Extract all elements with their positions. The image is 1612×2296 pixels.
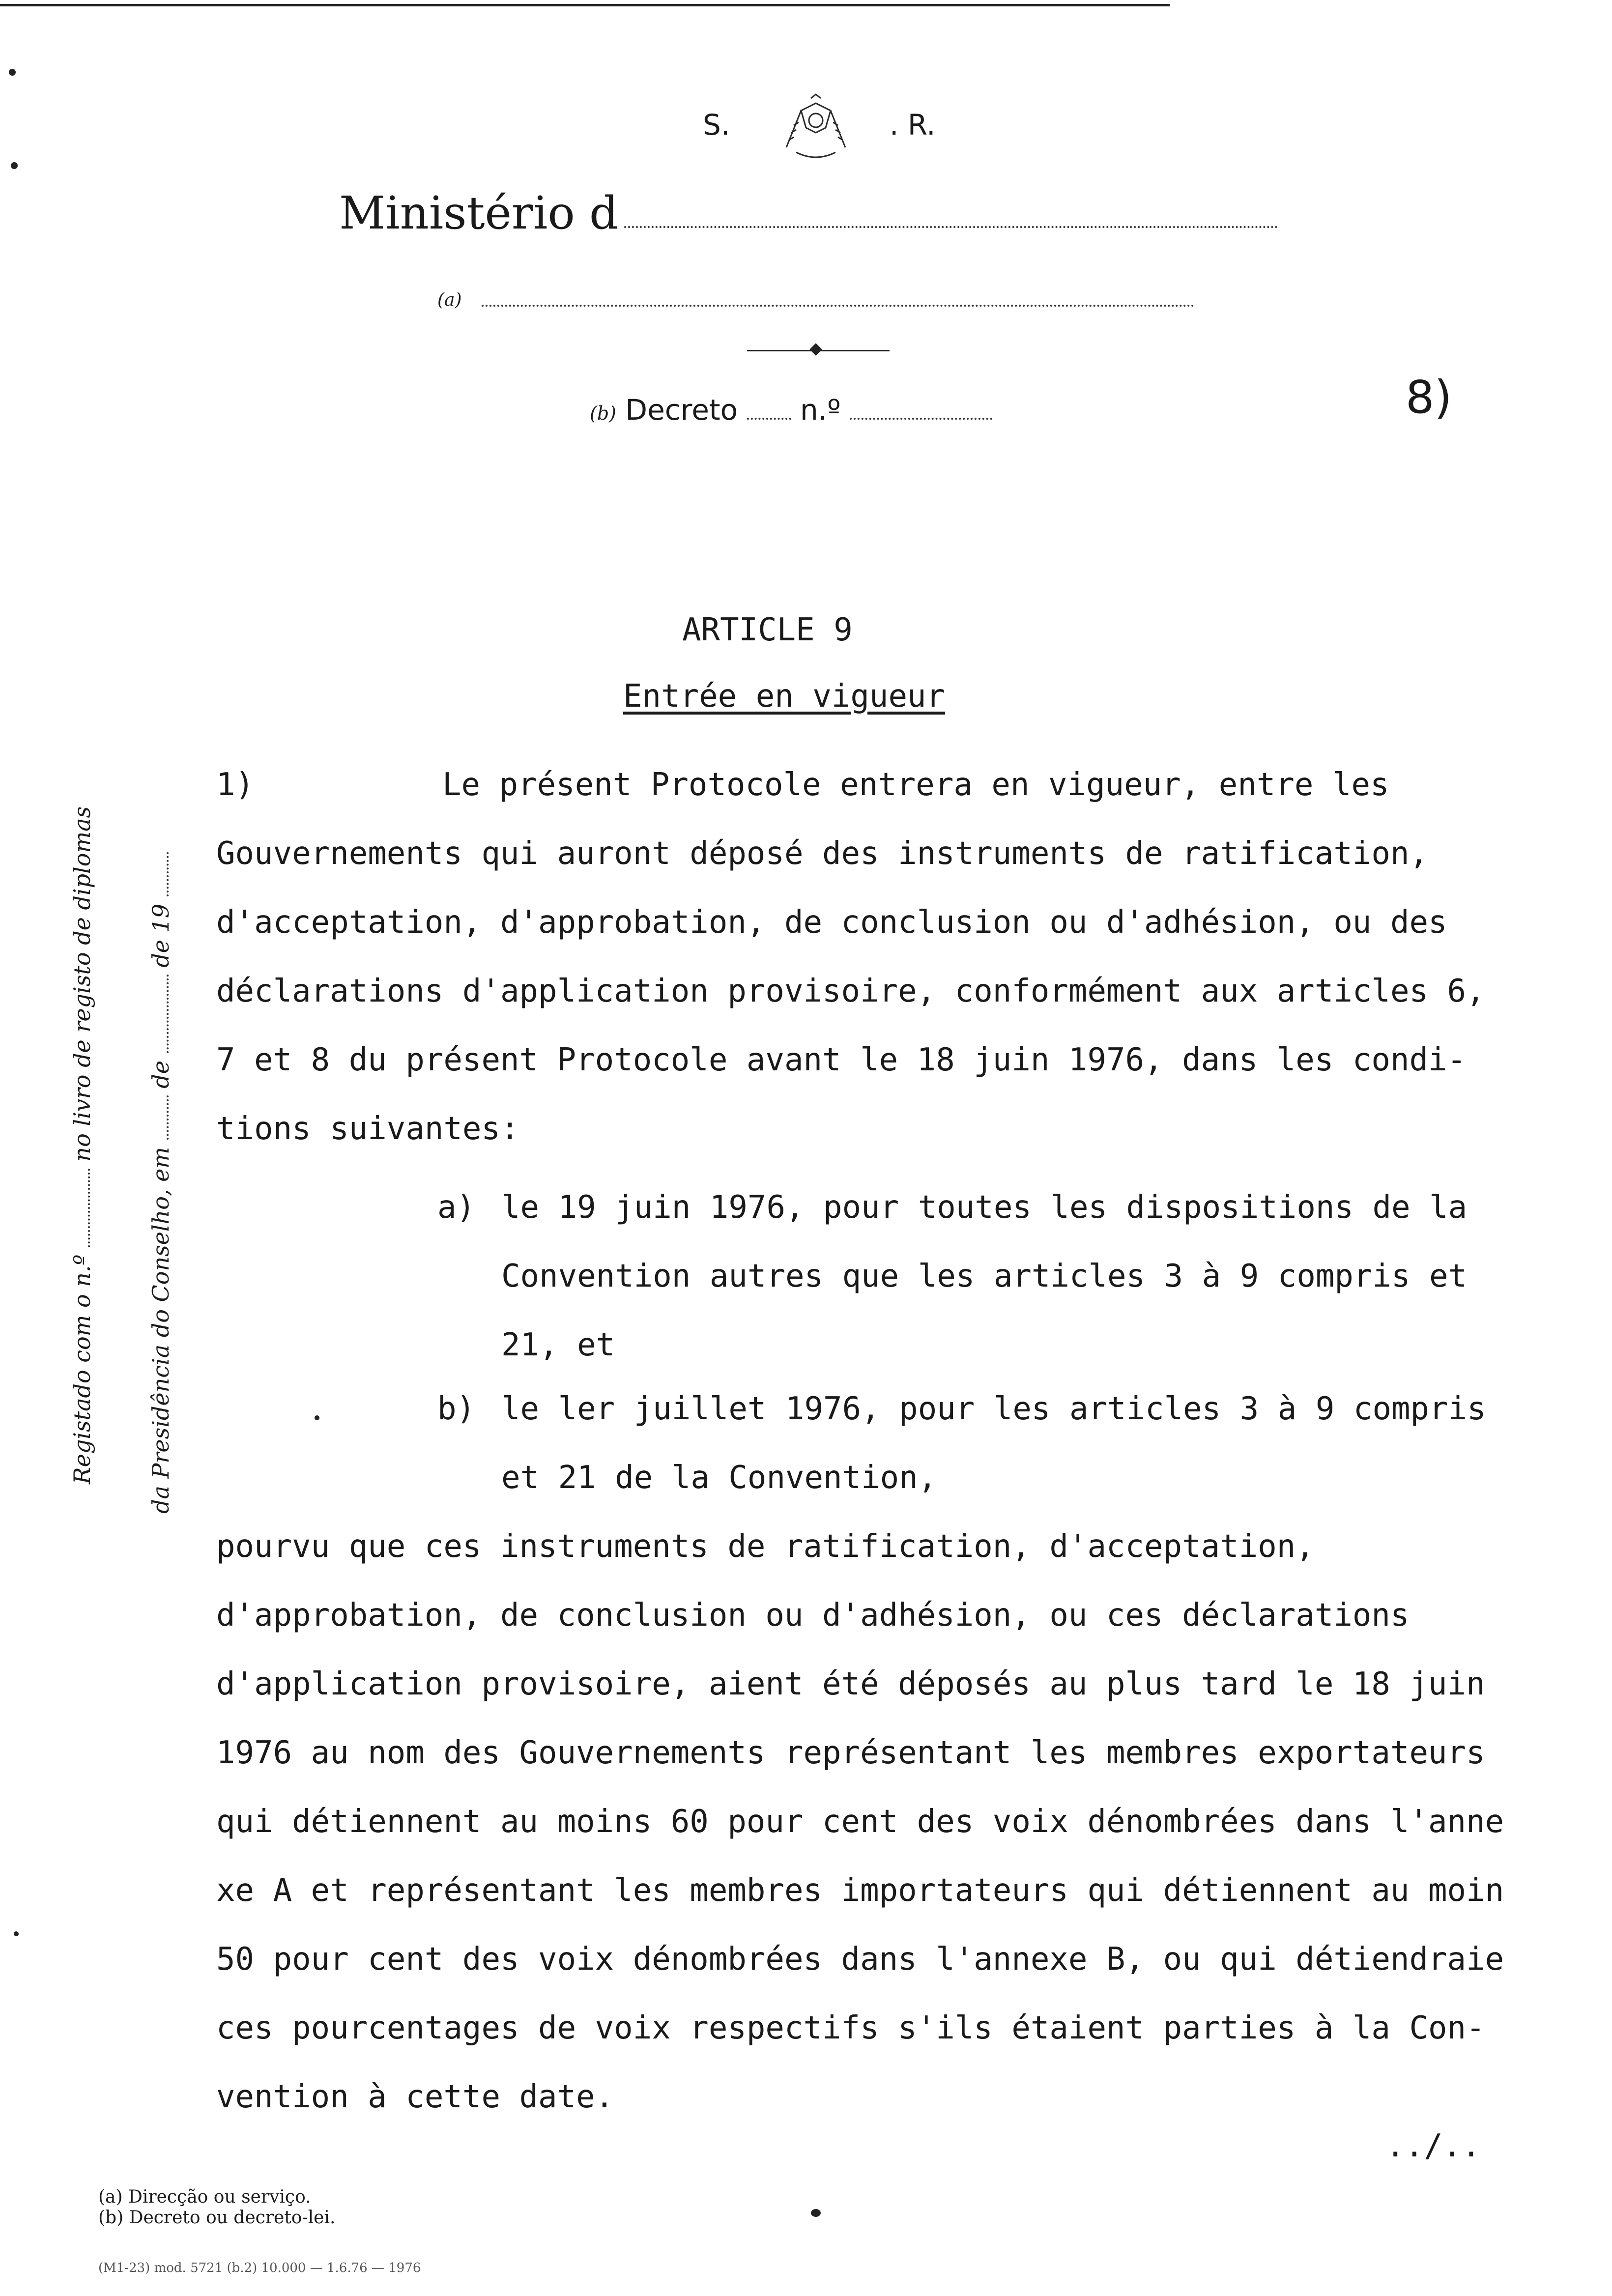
scan-mark <box>14 1931 19 1936</box>
decree-number-fill <box>850 398 992 420</box>
registration-number-fill <box>73 1169 90 1247</box>
item-b-label: b) <box>437 1391 476 1427</box>
r-letter: . R. <box>890 108 936 142</box>
decree-label: Decreto <box>625 393 738 427</box>
final-line: xe A et représentant les membres importateurs qui détiennent au moin <box>216 1872 1504 1909</box>
presidency-text-3: de 19 <box>147 903 174 968</box>
item-a-line: le 19 juin 1976, pour toutes les dispositions de la <box>501 1189 1468 1226</box>
final-line: 1976 au nom des Gouvernements représentant les membres exportateurs <box>216 1735 1485 1771</box>
page-number: 8) <box>1406 371 1452 424</box>
footnote-a: (a) Direcção ou serviço. <box>98 2187 311 2207</box>
decree-number-label: n.º <box>800 393 841 427</box>
final-line: qui détiennent au moins 60 pour cent des voix dénombrées dans l'anne <box>216 1804 1504 1840</box>
presidency-year-fill <box>152 852 169 896</box>
item-b-line: et 21 de la Convention, <box>501 1460 937 1496</box>
body-line: d'acceptation, d'approbation, de conclusion ou d'adhésion, ou des <box>216 904 1447 941</box>
scan-mark <box>11 162 18 169</box>
ministry-fill-line <box>624 226 1278 228</box>
item-a-label: a) <box>437 1189 476 1226</box>
decree-type-fill <box>747 398 791 420</box>
ministry-label: Ministério d <box>339 187 618 239</box>
body-line: Gouvernements qui auront déposé des instruments de ratification, <box>216 835 1428 872</box>
presidency-text-2: de <box>147 1061 174 1089</box>
registration-text-2: no livro de registo de diplomas <box>69 806 95 1162</box>
presidency-month-fill <box>152 975 169 1053</box>
print-info: (M1-23) mod. 5721 (b.2) 10.000 — 1.6.76 — 1976 <box>98 2261 421 2275</box>
coat-of-arms-icon <box>767 93 865 167</box>
top-edge-rule <box>0 4 1170 6</box>
article-title: ARTICLE 9 <box>682 612 853 648</box>
presidency-day-fill <box>152 1095 169 1140</box>
footnote-b: (b) Decreto ou decreto-lei. <box>98 2208 336 2228</box>
body-line: tions suivantes: <box>216 1111 519 1147</box>
registration-text-1: Registado com o n.º <box>69 1254 95 1484</box>
decree-b-label: (b) <box>590 402 616 424</box>
final-line: vention à cette date. <box>216 2079 614 2115</box>
final-line: 50 pour cent des voix dénombrées dans l'annexe B, ou qui détiendraie <box>216 1941 1504 1978</box>
paragraph-number: 1) <box>216 767 255 803</box>
item-a-line: 21, et <box>501 1327 615 1363</box>
presidency-note <box>147 852 174 1514</box>
article-subtitle: Entrée en vigueur <box>623 678 946 715</box>
field-a-fill-line <box>482 305 1194 307</box>
continued-marker: ../.. <box>1386 2128 1481 2164</box>
scan-mark <box>9 69 16 76</box>
state-emblem-header <box>673 93 1017 167</box>
decree-line <box>590 393 992 427</box>
final-line: d'application provisoire, aient été déposés au plus tard le 18 juin <box>216 1666 1485 1702</box>
scan-mark <box>811 2209 821 2217</box>
item-b-line: le ler juillet 1976, pour les articles 3 à 9 compris <box>501 1391 1486 1427</box>
registration-note <box>69 806 95 1484</box>
divider-diamond-icon <box>809 343 822 355</box>
item-a-line: Convention autres que les articles 3 à 9 compris et <box>501 1258 1468 1294</box>
final-line: pourvu que ces instruments de ratification, d'acceptation, <box>216 1528 1315 1565</box>
body-line: déclarations d'application provisoire, conformément aux articles 6, <box>216 973 1485 1009</box>
s-letter: S. <box>703 108 730 142</box>
body-line: 7 et 8 du présent Protocole avant le 18 juin 1976, dans les condi- <box>216 1042 1467 1078</box>
body-line: Le présent Protocole entrera en vigueur, entre les <box>442 767 1389 803</box>
presidency-text-1: da Presidência do Conselho, em <box>147 1147 174 1514</box>
field-a-label: (a) <box>437 290 462 310</box>
scan-mark <box>315 1415 319 1420</box>
final-line: ces pourcentages de voix respectifs s'ils étaient parties à la Con- <box>216 2010 1485 2046</box>
final-line: d'approbation, de conclusion ou d'adhésion, ou ces déclarations <box>216 1597 1410 1634</box>
